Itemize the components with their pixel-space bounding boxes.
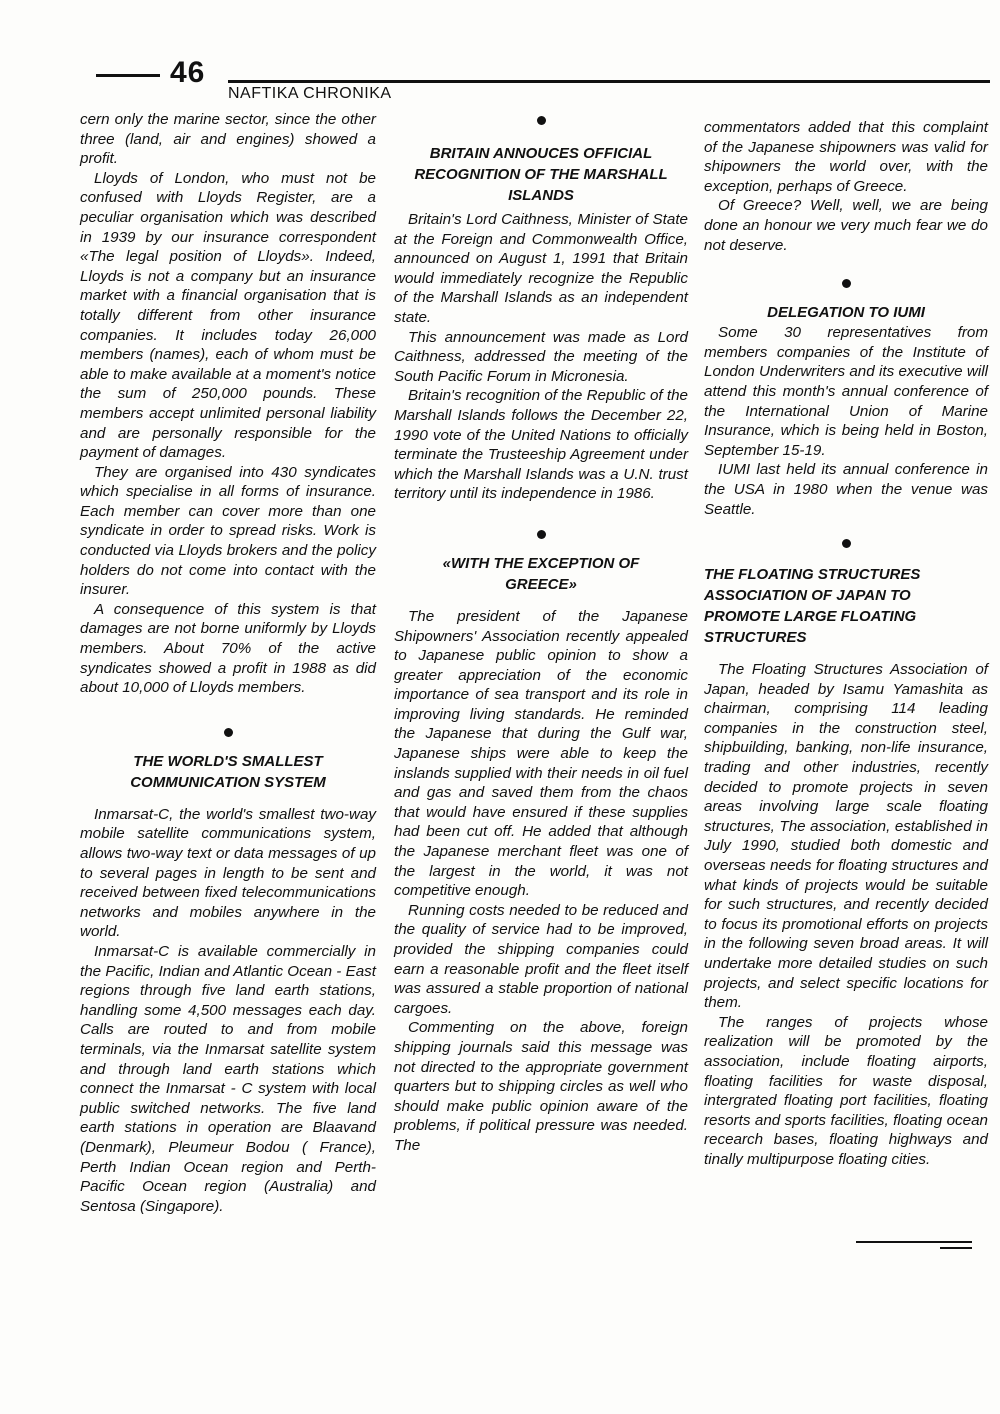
headline-smallest-communication-system: THE WORLD'S SMALLEST COMMUNICATION SYSTEM	[130, 752, 326, 791]
paragraph: The ranges of projects whose realization will be promoted by the association, include floating airports, floating facilities for waste disposal, intergrated floating port facilities, floating resorts and sports facilities, floating ocean recearch bases, floating highways and tinally multipurpose floating cities.	[704, 1013, 988, 1168]
paragraph: The Floating Structures Association of Japan, headed by Isamu Yamashita as chairman, comprising 114 leading companies in the construction steel, shipbuilding, banking, non-life insurance, trading and other industries, recently decided to promote projects in seven areas involving large scale floating structures, The association, established in July 1990, studied both domestic and overseas needs for floating structures and what kinds of projects would be suitable for such structures, and recently decided to focus its promotional efforts on projects in the following seven broad areas. It will undertake more detailed studies on such projects, and select specific locations for them.	[704, 661, 988, 1012]
page-number: 46	[170, 56, 206, 89]
section-bullet	[842, 539, 851, 548]
column-middle	[394, 116, 688, 1156]
paragraph: This announcement was made as Lord Caithness, addressed the meeting of the South Pacific Forum in Micronesia.	[394, 328, 688, 385]
headline-exception-of-greece: «WITH THE EXCEPTION OF GREECE»	[442, 554, 640, 593]
paragraph: cern only the marine sector, since the other three (land, air and engines) showed a profit.	[80, 111, 376, 168]
section-bullet	[224, 728, 233, 737]
section-bullet	[537, 116, 546, 125]
paragraph: They are organised into 430 syndicates which specialise in all forms of insurance. Each member can cover more than one syndicate in order to spread risks. Work is conducted via Lloyds brokers and the policy holders do not come into contact with the insurer.	[80, 463, 376, 599]
header-rule-left	[96, 74, 160, 77]
end-rule	[940, 1247, 972, 1249]
end-rule	[856, 1241, 972, 1243]
section-bullet	[537, 530, 546, 539]
column-right	[704, 118, 988, 1170]
header-rule-right	[228, 80, 990, 83]
paragraph: Inmarsat-C is available commercially in the Pacific, Indian and Atlantic Ocean - East regions through five land earth stations, handling some 4,500 messages each day. Calls are routed to and from mobile terminals, via the Inmarsat satellite system and through land earth stations which connect the Inmarsat - C system with local public switched networks. The five land earth stations in operation are Blaavand (Denmark), Pleumeur Bodou ( France), Perth Indian Ocean region and Perth-Pacific Ocean region (Australia) and Sentosa (Singapore).	[80, 942, 376, 1215]
paragraph: Britain's recognition of the Republic of the Marshall Islands follows the December 22, 1990 vote of the United Nations to officially terminate the Trusteeship Agreement under which the Marshall Islands was a U.N. trust territory until its independence in 1986.	[394, 387, 688, 503]
headline-floating-structures: THE FLOATING STRUCTURES ASSOCIATION OF JAPAN TO PROMOTE LARGE FLOATING STRUCTURES	[704, 566, 921, 647]
paragraph: Inmarsat-C, the world's smallest two-way mobile satellite communications system, allows two-way text or data messages of up to several pages in length to be sent and received between fixed telecommunications networks and mobiles anywhere in the world.	[80, 805, 376, 941]
paragraph: Running costs needed to be reduced and the quality of service had to be improved, provided the shipping companies could earn a reasonable profit and the fleet itself was assured a stable proportion of national cargoes.	[394, 901, 688, 1017]
paragraph: Of Greece? Well, well, we are being done an honour we very much fear we do not deserve.	[704, 197, 988, 254]
section-bullet	[842, 279, 851, 288]
paragraph: A consequence of this system is that damages are not borne uniformly by Lloyds members. About 70% of the active syndicates showed a profit in 1988 as did about 10,000 of Lloyds members.	[80, 600, 376, 697]
journal-title: NAFTIKA CHRONIKA	[228, 85, 392, 102]
paragraph: Commenting on the above, foreign shipping journals said this message was not directed to the appropriate government quarters but to shipping circles as well who should make public opinion aware of the problems, if political pressure was needed. The	[394, 1019, 688, 1154]
paragraph: commentators added that this complaint of the Japanese shipowners was valid for shipowners the world over, with the exception, perhaps of Greece.	[704, 119, 988, 195]
headline-marshall-islands: BRITAIN ANNOUCES OFFICIAL RECOGNITION OF THE MARSHALL ISLANDS	[414, 145, 668, 204]
paragraph: Some 30 representatives from members companies of the Institute of London Underwriters and its executive will attend this month's annual conference of the International Union of Marine Insurance, which is being held in Boston, September 15-19.	[704, 324, 988, 459]
paragraph: IUMI last held its annual conference in the USA in 1980 when the venue was Seattle.	[704, 461, 988, 518]
column-left	[80, 110, 376, 1216]
paragraph: The president of the Japanese Shipowners' Association recently appealed to Japanese public opinion to show a greater appreciation of the economic importance of sea transport and its role in improving living standards. He reminded the Japanese that during the Gulf war, Japanese ships were able to keep the inslands supplied with their needs in oil fuel and gas and saved them from the chaos that would have ensured if these supplies had been cut off. He added that although the Japanese merchant fleet was one of the largest in the world, it was not competitive enough.	[394, 607, 688, 900]
headline-delegation-to-iumi: DELEGATION TO IUMI	[767, 304, 925, 322]
paragraph: Lloyds of London, who must not be confused with Lloyds Register, are a peculiar organisation which was described in 1939 by our insurance correspondent «The legal position of Lloyds». Indeed, Lloyds is not a company but an insurance market with a financial organisation that is totally different from other insurance companies. It includes today 26,000 members (names), each of whom must be able to make available at a moment's notice the sum of 250,000 pounds. These members accept unlimited personal liability and are personally responsible for the payment of damages.	[80, 169, 376, 462]
paragraph: Britain's Lord Caithness, Minister of State at the Foreign and Commonwealth Office, announced on August 1, 1991 that Britain would immediately recognize the Republic of the Marshall Islands as an independent state.	[394, 211, 688, 326]
